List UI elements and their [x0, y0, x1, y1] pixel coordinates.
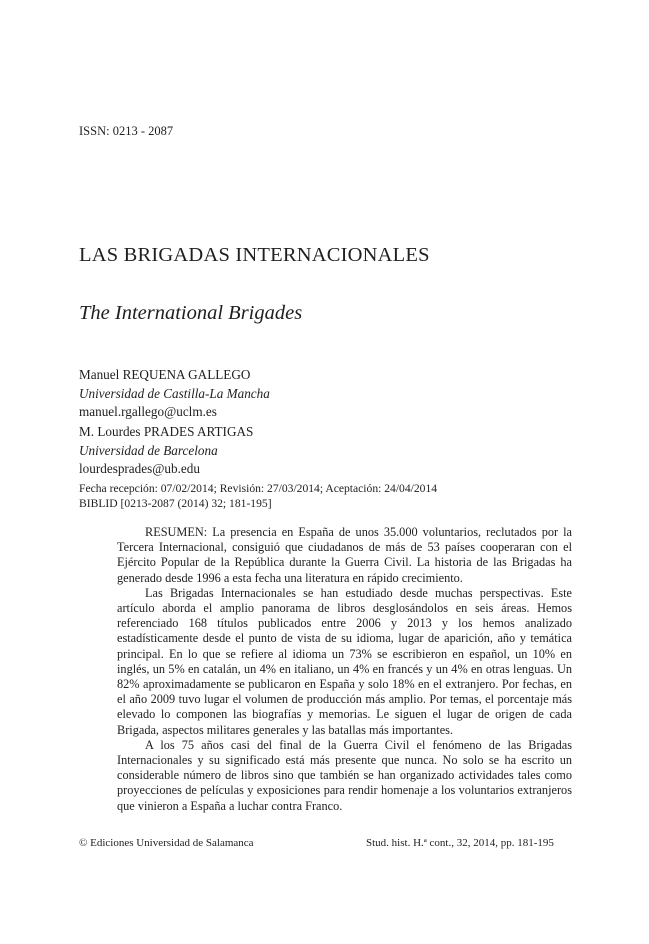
abstract-paragraph: Las Brigadas Internacionales se han estudiado desde muchas perspectivas. Este artículo aborda el amplio panorama de libros desglosándolos en seis áreas. Hemos referenciado 168 títulos publicados entre 2006 y 2013 y los hemos analizado estadísticamente desde el punto de vista de su idioma, lugar de aparición, año y temática principal. En lo que se refiere al idioma un 73% se escribieron en español, un 10% en inglés, un 5% en catalán, un 4% en italiano, un 4% en francés y un 4% en otras lenguas. Un 82% aproximadamente se publicaron en España y solo 18% en el extranjero. Por fechas, en el año 2009 tuvo lugar el volumen de producción más amplio. Por temas, el porcentaje más elevado lo componen las biografías y memorias. Le siguen el lugar de origen de cada Brigada, aspectos militares generales y las batallas más importantes.: [117, 585, 572, 737]
abstract-paragraph: RESUMEN: La presencia en España de unos 35.000 voluntarios, reclutados por la Tercera Internacional, consiguió que ciudadanos de más de 53 países cooperaran con el Ejército Popular de la República durante la Guerra Civil. La historia de las Brigadas ha generado desde 1996 a esta fecha una literatura en rápido crecimiento.: [117, 525, 572, 585]
abstract: [117, 525, 572, 814]
biblid: BIBLID [0213-2087 (2014) 32; 181-195]: [79, 497, 272, 510]
author-affiliation: Universidad de Castilla-La Mancha: [79, 385, 270, 401]
abstract-paragraph: A los 75 años casi del final de la Guerra Civil el fenómeno de las Brigadas Internacionales y su significado está más presente que nunca. No solo se ha escrito un considerable número de libros sino que también se han organizado actividades tales como proyecciones de películas y exposiciones para rendir homenaje a los voluntarios extranjeros que vinieron a España a luchar contra Franco.: [117, 737, 572, 813]
author-block-2: [79, 423, 253, 479]
author-email: lourdesprades@ub.edu: [79, 461, 200, 476]
footer-publisher: © Ediciones Universidad de Salamanca: [79, 837, 254, 849]
article-subtitle-english: The International Brigades: [79, 302, 303, 324]
author-name: M. Lourdes PRADES ARTIGAS: [79, 424, 254, 439]
submission-dates: Fecha recepción: 07/02/2014; Revisión: 27/03/2014; Aceptación: 24/04/2014: [79, 482, 438, 495]
article-title: LAS BRIGADAS INTERNACIONALES: [79, 244, 430, 266]
issn-number: ISSN: 0213 - 2087: [79, 124, 174, 138]
article-metadata: [79, 481, 437, 511]
author-email: manuel.rgallego@uclm.es: [79, 404, 217, 419]
footer-citation: Stud. hist. H.ª cont., 32, 2014, pp. 181-195: [366, 837, 554, 849]
author-block-1: [79, 366, 270, 422]
author-name: Manuel REQUENA GALLEGO: [79, 367, 251, 382]
author-affiliation: Universidad de Barcelona: [79, 442, 218, 458]
